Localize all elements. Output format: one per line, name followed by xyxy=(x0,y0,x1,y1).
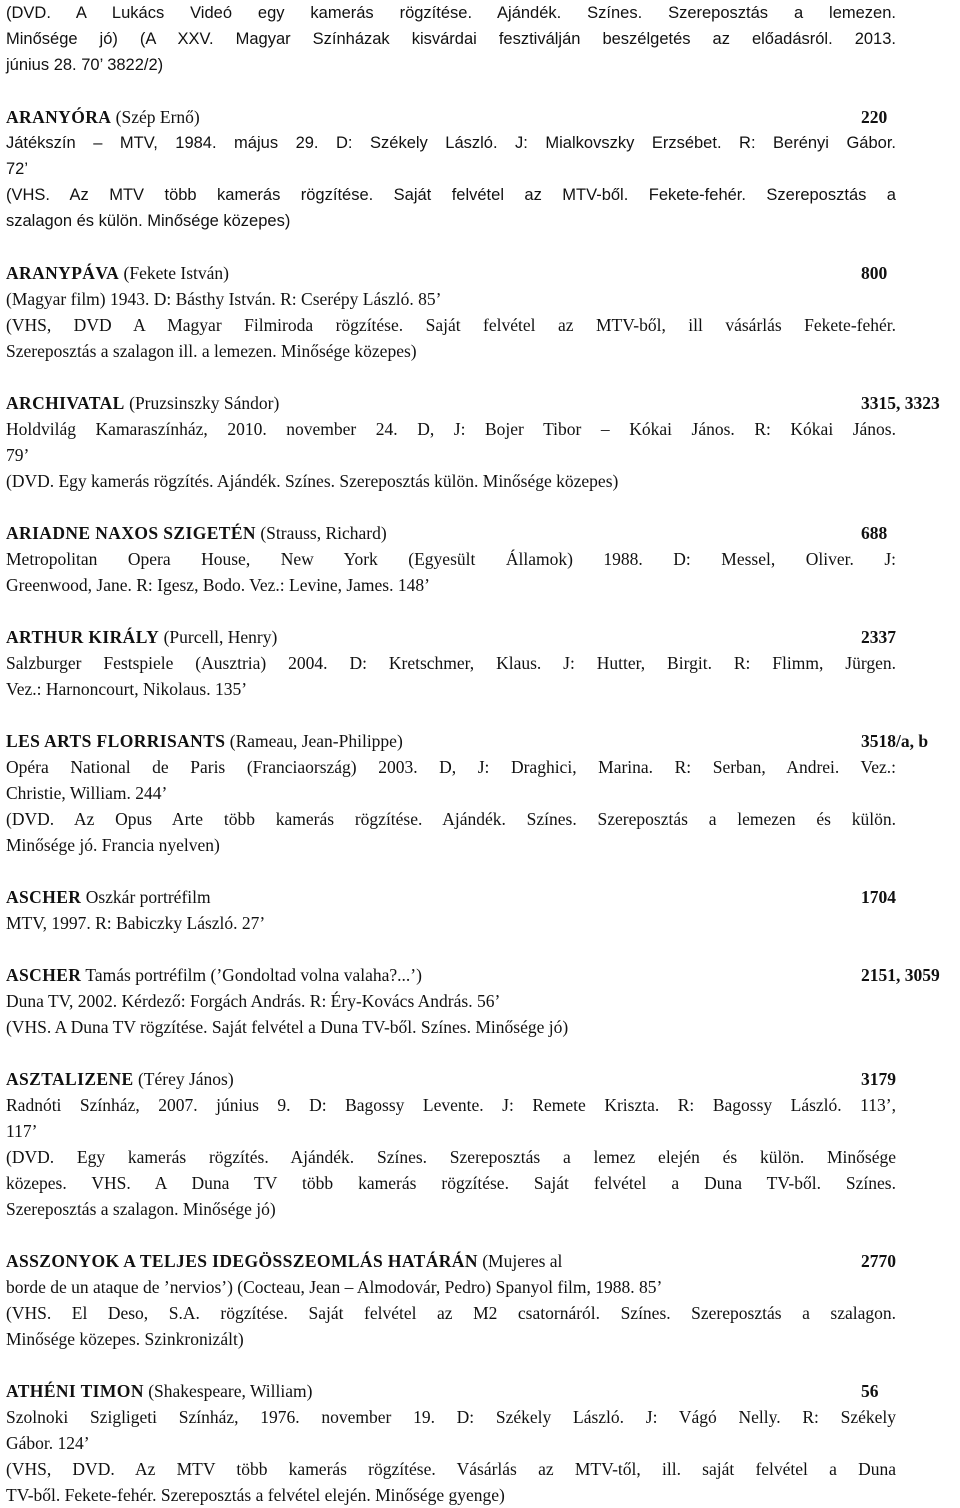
entry-gap xyxy=(6,234,896,260)
entry-text-line: (DVD. A Lukács Videó egy kamerás rögzítése. Ajándék. Színes. Szereposztás a lemezen. xyxy=(6,4,896,22)
entry-catalog-number: 3518/a, b xyxy=(861,731,929,751)
entry-title: ARCHIVATAL xyxy=(6,393,125,413)
entry-author: (Térey János) xyxy=(133,1069,234,1089)
entry-text-line: Vez.: Harnoncourt, Nikolaus. 135’ xyxy=(6,679,248,699)
entry-title: ATHÉNI TIMON xyxy=(6,1381,144,1401)
entry-catalog-number: 3315, 3323 xyxy=(861,393,940,413)
entry-author: (Shakespeare, William) xyxy=(143,1381,313,1401)
entry-author: (Rameau, Jean-Philippe) xyxy=(225,731,403,751)
catalog-entry xyxy=(6,1066,896,1222)
entry-text-line: Opéra National de Paris (Franciaország) 2003. D, J: Draghici, Marina. R: Serban, Andrei. Vez.: xyxy=(6,757,896,777)
entry-catalog-number: 1704 xyxy=(861,887,896,907)
entry-author: (Szép Ernő) xyxy=(111,107,200,127)
entry-text-line: (DVD. Egy kamerás rögzítés. Ajándék. Színes. Szereposztás a lemez elején és külön. Minősége xyxy=(6,1147,896,1167)
entry-gap xyxy=(6,936,896,962)
entry-text-line: Christie, William. 244’ xyxy=(6,783,168,803)
entry-text-line: borde de un ataque de ’nervios’) (Cocteau, Jean – Almodovár, Pedro) Spanyol film, 1988. 85’ xyxy=(6,1277,663,1297)
entry-text-line: Gábor. 124’ xyxy=(6,1433,90,1453)
catalog-entry xyxy=(6,260,896,364)
entry-text-line: Minősége közepes. Szinkronizált) xyxy=(6,1329,244,1349)
entry-heading xyxy=(6,1066,896,1092)
entry-catalog-number: 2151, 3059 xyxy=(861,965,940,985)
entry-text-line: Metropolitan Opera House, New York (Egyesült Államok) 1988. D: Messel, Oliver. J: xyxy=(6,549,896,569)
entry-gap xyxy=(6,1352,896,1378)
entry-title: ARANYPÁVA xyxy=(6,263,120,283)
entry-author: (Pruzsinszky Sándor) xyxy=(124,393,280,413)
entry-text-line: Greenwood, Jane. R: Igesz, Bodo. Vez.: Levine, James. 148’ xyxy=(6,575,430,595)
entry-heading xyxy=(6,260,896,286)
entry-text-line: (DVD. Az Opus Arte több kamerás rögzítése. Ajándék. Színes. Szereposztás a lemezen és külön. xyxy=(6,809,896,829)
entry-heading xyxy=(6,884,896,910)
catalog-entry xyxy=(6,1378,896,1508)
entry-text-line: szalagon és külön. Minősége közepes) xyxy=(6,212,291,230)
entry-catalog-number: 688 xyxy=(861,523,888,543)
entry-heading xyxy=(6,624,896,650)
entry-catalog-number: 3179 xyxy=(861,1069,896,1089)
entry-title: ASCHER xyxy=(6,887,82,907)
entry-title: ARANYÓRA xyxy=(6,107,112,127)
entry-title: LES ARTS FLORRISANTS xyxy=(6,731,226,751)
catalog-page xyxy=(6,0,940,1508)
entry-text-line: (VHS, DVD A Magyar Filmiroda rögzítése. Saját felvétel az MTV-ből, ill vásárlás Fekete-fehér. xyxy=(6,315,896,335)
entry-text-line: Salzburger Festspiele (Ausztria) 2004. D: Kretschmer, Klaus. J: Hutter, Birgit. R: Flimm, Jürgen. xyxy=(6,653,896,673)
catalog-entry xyxy=(6,728,929,858)
entry-catalog-number: 220 xyxy=(861,107,888,127)
entry-text-line: Szereposztás a szalagon. Minősége jó) xyxy=(6,1199,276,1219)
entry-text-line: (VHS, DVD. Az MTV több kamerás rögzítése. Vásárlás az MTV-től, ill. saját felvétel a Duna xyxy=(6,1459,896,1479)
entry-heading xyxy=(6,520,896,546)
entry-heading xyxy=(6,390,940,416)
entry-author: (Strauss, Richard) xyxy=(255,523,387,543)
entry-text-line: Szereposztás a szalagon ill. a lemezen. Minősége közepes) xyxy=(6,341,417,361)
entry-catalog-number: 2770 xyxy=(861,1251,896,1271)
entry-text-line: Játékszín – MTV, 1984. május 29. D: Székely László. J: Mialkovszky Erzsébet. R: Berényi Gábor. xyxy=(6,134,896,152)
entry-gap xyxy=(6,1222,896,1248)
entry-text-line: Duna TV, 2002. Kérdező: Forgách András. R: Éry-Kovács András. 56’ xyxy=(6,991,501,1011)
entry-author: (Mujeres al xyxy=(477,1251,563,1271)
entry-gap xyxy=(6,364,896,390)
entry-heading xyxy=(6,1378,896,1404)
entry-text-line: Minősége jó. Francia nyelven) xyxy=(6,835,220,855)
entry-text-line: (VHS. A Duna TV rögzítése. Saját felvétel a Duna TV-ből. Színes. Minősége jó) xyxy=(6,1017,569,1037)
entry-text-line: Szolnoki Szigligeti Színház, 1976. november 19. D: Székely László. J: Vágó Nelly. R: Székely xyxy=(6,1407,896,1427)
entry-heading xyxy=(6,728,929,754)
entry-text-line: Radnóti Színház, 2007. június 9. D: Bagossy Levente. J: Remete Kriszta. R: Bagossy László. 113’, xyxy=(6,1095,896,1115)
entry-text-line: (VHS. Az MTV több kamerás rögzítése. Saját felvétel az MTV-ből. Fekete-fehér. Szereposztás a xyxy=(6,186,896,204)
entry-text-line: 117’ xyxy=(6,1121,38,1141)
entry-text-line: Minősége jó) (A XXV. Magyar Színházak kisvárdai fesztiválján beszélgetés az előadásról. 2013. xyxy=(6,30,896,48)
entry-text-line: (DVD. Egy kamerás rögzítés. Ajándék. Színes. Szereposztás külön. Minősége közepes) xyxy=(6,471,619,491)
entry-title: ASCHER xyxy=(6,965,82,985)
entry-text-line: Holdvilág Kamaraszínház, 2010. november 24. D, J: Bojer Tibor – Kókai János. R: Kókai János. xyxy=(6,419,896,439)
entry-heading xyxy=(6,1248,896,1274)
entry-text-line: 72’ xyxy=(6,160,29,178)
entry-gap xyxy=(6,702,896,728)
catalog-entry xyxy=(6,390,940,494)
catalog-entry xyxy=(6,104,896,234)
entry-heading xyxy=(6,962,940,988)
catalog-entry xyxy=(6,520,896,598)
entry-catalog-number: 2337 xyxy=(861,627,896,647)
entry-author: (Fekete István) xyxy=(119,263,229,283)
entry-text-line: (Magyar film) 1943. D: Básthy István. R: Cserépy László. 85’ xyxy=(6,289,442,309)
entry-title: ASSZONYOK A TELJES IDEGÖSSZEOMLÁS HATÁRÁN xyxy=(6,1251,478,1271)
entry-author: (Purcell, Henry) xyxy=(159,627,278,647)
entry-text-line: június 28. 70’ 3822/2) xyxy=(6,56,164,74)
entry-heading xyxy=(6,104,896,130)
catalog-entry xyxy=(6,624,896,702)
entry-gap xyxy=(6,598,896,624)
entry-gap xyxy=(6,494,896,520)
entry-gap xyxy=(6,78,896,104)
catalog-entry xyxy=(6,884,896,936)
entry-text-line: közepes. VHS. A Duna TV több kamerás rögzítése. Saját felvétel a Duna TV-ből. Színes. xyxy=(6,1173,896,1193)
entry-text-line: MTV, 1997. R: Babiczky László. 27’ xyxy=(6,913,266,933)
entry-text-line: 79’ xyxy=(6,445,30,465)
catalog-entry xyxy=(6,962,940,1040)
entry-title: ARIADNE NAXOS SZIGETÉN xyxy=(6,523,256,543)
entry-author: Tamás portréfilm (’Gondoltad volna valaha?...’) xyxy=(81,965,422,985)
entry-catalog-number: 56 xyxy=(861,1381,879,1401)
entry-text-line: (VHS. El Deso, S.A. rögzítése. Saját felvétel az M2 csatornáról. Színes. Szereposztás a szalagon. xyxy=(6,1303,896,1323)
entry-gap xyxy=(6,1040,896,1066)
catalog-entry xyxy=(6,0,896,78)
entry-title: ASZTALIZENE xyxy=(6,1069,134,1089)
catalog-entry xyxy=(6,1248,896,1352)
entry-text-line: TV-ből. Fekete-fehér. Szereposztás a felvétel elején. Minősége gyenge) xyxy=(6,1485,505,1505)
entry-title: ARTHUR KIRÁLY xyxy=(6,627,160,647)
entry-catalog-number: 800 xyxy=(861,263,888,283)
entry-gap xyxy=(6,858,896,884)
entry-author: Oszkár portréfilm xyxy=(81,887,211,907)
